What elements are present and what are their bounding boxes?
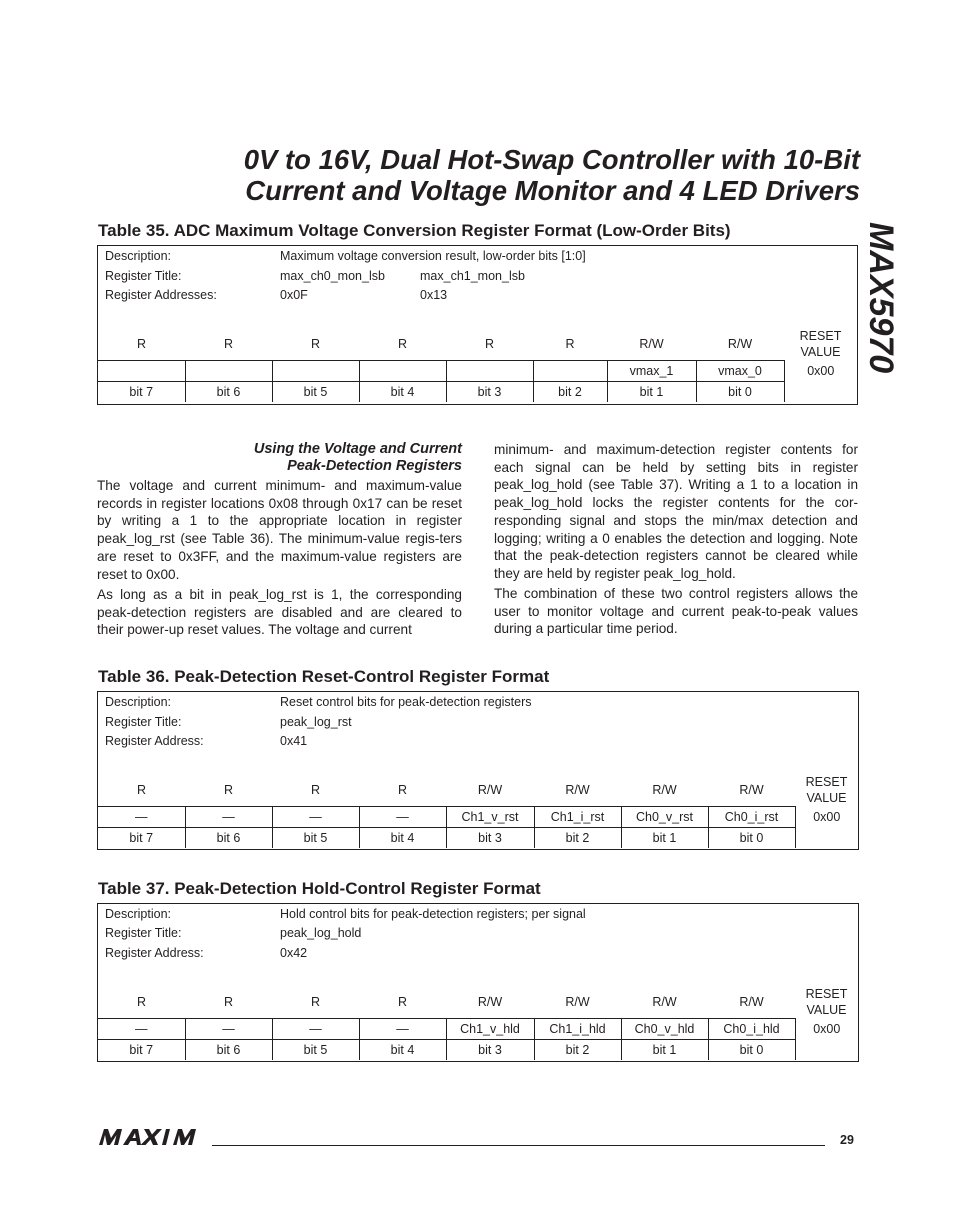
field-bit-4 [359,360,446,381]
description-value: Maximum voltage conversion result, low-order bits [1:0] [280,249,586,263]
access-bit-1: R/W [652,782,677,797]
field-bit-7: — [98,1018,185,1039]
access-bit-7: R [136,336,147,351]
access-row [98,328,857,360]
document-title [96,144,860,206]
field-bit-0: Ch0_i_hld [708,1018,795,1039]
access-bit-7: R [136,994,147,1009]
bit-grid [98,328,857,402]
access-bit-6: R [223,994,234,1009]
field-bit-3 [446,360,533,381]
section-heading [98,441,462,475]
bit-label-2: bit 2 [534,827,621,848]
field-bit-5 [272,360,359,381]
register-title-value: peak_log_hold [280,926,362,940]
field-row [98,360,857,381]
document-title-line-2: Current and Voltage Monitor and 4 LED Drivers [245,175,860,206]
bit-label-3: bit 3 [446,827,534,848]
field-bit-5: — [272,806,359,827]
bit-grid [98,774,858,848]
bit-label-4: bit 4 [359,827,446,848]
bit-label-0: bit 0 [696,381,784,402]
paragraph-3: minimum- and maximum-detection register contents for each signal can be held by setting bits in register peak_log_hold (see Table 37). Writing a 1 to a location in peak_log_hold locks the register contents for the cor-responding signal and stops the min/max detection and logging; writing a 0 enables the detection and logging. Note that the peak-detection registers cannot be cleared while they are held by register peak_log_hold. [494,442,858,581]
field-bit-5: — [272,1018,359,1039]
field-bit-4: — [359,1018,446,1039]
access-bit-6: R [223,782,234,797]
section-heading-line-2: Peak-Detection Registers [287,458,462,474]
paragraph-4: The combination of these two control registers allows the user to monitor voltage and current peak-to-peak values during a particular time period. [494,586,858,637]
register-title-label: Register Title: [105,926,182,940]
table-37-heading: Table 37. Peak-Detection Hold-Control Register Format [98,879,541,898]
bit-label-1: bit 1 [621,827,708,848]
bit-label-6: bit 6 [185,381,272,402]
access-bit-2: R [565,336,575,351]
field-bit-7: — [98,806,185,827]
register-title-label: Register Title: [105,715,182,729]
access-bit-5: R [310,336,321,351]
document-title-line-1: 0V to 16V, Dual Hot-Swap Controller with 10-Bit [243,144,860,175]
field-bit-1: Ch0_v_hld [621,1018,708,1039]
register-address-value: 0x41 [280,734,308,748]
table-37 [97,903,859,1062]
register-title-ch1: max_ch1_mon_lsb [420,269,525,283]
register-address-value: 0x42 [280,946,308,960]
access-bit-1: R/W [639,336,664,351]
access-bit-3: R [484,336,495,351]
bit-label-6: bit 6 [185,1039,272,1060]
description-value: Reset control bits for peak-detection registers [280,695,532,709]
bit-label-1: bit 1 [607,381,696,402]
table-36 [97,691,859,850]
field-row [98,1018,858,1039]
access-bit-5: R [310,994,321,1009]
register-title-value: peak_log_rst [280,715,352,729]
access-bit-2: R/W [565,994,590,1009]
register-address-label: Register Address: [105,946,204,960]
bit-label-7: bit 7 [98,1039,185,1060]
reset-value: 0x00 [813,809,841,824]
field-bit-0: Ch0_i_rst [708,806,795,827]
description-label: Description: [105,907,171,921]
access-bit-4: R [397,336,408,351]
access-bit-2: R/W [565,782,590,797]
bit-label-2: bit 2 [533,381,607,402]
table-36-heading: Table 36. Peak-Detection Reset-Control Register Format [98,667,550,686]
access-row [98,986,858,1018]
table-35 [97,245,858,405]
part-number: MAX5970 [862,222,900,374]
section-heading-line-1: Using the Voltage and Current [253,441,462,457]
bit-grid [98,986,858,1060]
field-bit-4: — [359,806,446,827]
register-address-label: Register Addresses: [105,288,217,302]
bit-label-4: bit 4 [359,381,446,402]
field-bit-2: Ch1_i_hld [534,1018,621,1039]
page-number: 29 [840,1133,854,1147]
value-label: VALUE [806,1003,847,1017]
reset-value: 0x00 [813,1021,841,1036]
value-label: VALUE [806,791,847,805]
footer-rule [212,1145,825,1146]
field-bit-3: Ch1_v_rst [446,806,534,827]
description-label: Description: [105,695,171,709]
field-bit-7 [98,360,185,381]
register-address-ch0: 0x0F [280,288,308,302]
reset-value-header [795,986,858,1018]
access-bit-4: R [397,994,408,1009]
field-bit-6: — [185,1018,272,1039]
bit-label-5: bit 5 [272,381,359,402]
bit-label-7: bit 7 [98,381,185,402]
field-bit-3: Ch1_v_hld [446,1018,534,1039]
access-bit-6: R [223,336,234,351]
register-address-label: Register Address: [105,734,204,748]
field-bit-2: Ch1_i_rst [534,806,621,827]
field-bit-1: Ch0_v_rst [621,806,708,827]
paragraph-1: The voltage and current minimum- and maximum-value records in register locations 0x08 through 0x17 can be reset by writing a 1 to the appropriate location in register peak_log_rst (see Table 36). The minimum-value regis-ters are reset to 0x3FF, and the maximum-value registers are reset to 0x00. [97,478,462,582]
access-bit-1: R/W [652,994,677,1009]
bit-label-3: bit 3 [446,1039,534,1060]
bit-label-row [98,1039,858,1060]
field-row [98,806,858,827]
reset-value: 0x00 [807,363,835,378]
access-bit-7: R [136,782,147,797]
description-value: Hold control bits for peak-detection registers; per signal [280,907,586,921]
bit-label-0: bit 0 [708,827,795,848]
field-bit-2 [533,360,607,381]
reset-value-header [784,328,857,360]
reset-value-header [795,774,858,806]
description-label: Description: [105,249,171,263]
bit-label-2: bit 2 [534,1039,621,1060]
register-title-ch0: max_ch0_mon_lsb [280,269,385,283]
bit-label-row [98,827,858,848]
reset-label: RESET [805,987,848,1001]
bit-label-4: bit 4 [359,1039,446,1060]
access-bit-3: R/W [477,782,503,797]
bit-label-0: bit 0 [708,1039,795,1060]
reset-label: RESET [805,775,848,789]
field-bit-6: — [185,806,272,827]
bit-label-1: bit 1 [621,1039,708,1060]
bit-label-3: bit 3 [446,381,533,402]
reset-label: RESET [799,329,842,343]
part-number-side-label [858,222,904,382]
field-bit-0: vmax_0 [696,360,784,381]
access-bit-0: R/W [727,336,753,351]
register-title-label: Register Title: [105,269,182,283]
maxim-logo [99,1129,211,1145]
access-bit-4: R [397,782,408,797]
access-row [98,774,858,806]
value-label: VALUE [800,345,841,359]
bit-label-6: bit 6 [185,827,272,848]
field-bit-1: vmax_1 [607,360,696,381]
access-bit-5: R [310,782,321,797]
access-bit-3: R/W [477,994,503,1009]
field-bit-6 [185,360,272,381]
register-address-ch1: 0x13 [420,288,448,302]
bit-label-row [98,381,857,402]
table-35-heading: Table 35. ADC Maximum Voltage Conversion Register Format (Low-Order Bits) [98,221,731,240]
paragraph-2: As long as a bit in peak_log_rst is 1, the corresponding peak-detection registers are disabled and are cleared to their power-up reset values. The voltage and current [97,587,462,638]
bit-label-5: bit 5 [272,1039,359,1060]
bit-label-5: bit 5 [272,827,359,848]
access-bit-0: R/W [739,994,764,1009]
bit-label-7: bit 7 [98,827,185,848]
access-bit-0: R/W [739,782,764,797]
